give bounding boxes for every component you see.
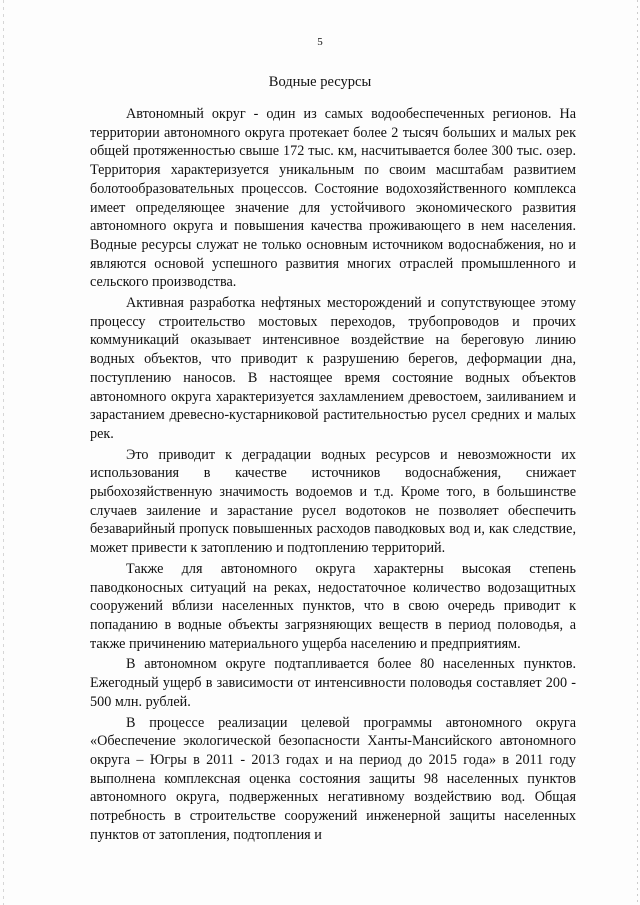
page-number: 5 <box>317 36 323 48</box>
section-heading: Водные ресурсы <box>268 74 372 90</box>
paragraph-6: В процессе реализации целевой программы автономного округа «Обеспечение экологической безопасности Ханты-Мансийского автономного округа – Югры в 2011 - 2013 годах и на период до 2015 года» в 2011 году выполнена комплексная оценка состояния защиты 98 населенных пунктов автономного округа, подверженных негативному воздействию вод. Общая потребность в строительстве сооружений инженерной защиты населенных пунктов от затопления, подтопления и <box>90 714 576 843</box>
paragraph-1: Автономный округ - один из самых водообеспеченных регионов. На территории автономного округа протекает более 2 тысяч больших и малых рек общей протяженностью свыше 172 тыс. км, насчитывается более 300 тыс. озер. Территория характеризуется уникальным по своим масштабам развитием болотообразовательных процессов. Состояние водохозяйственного комплекса имеет определяющее значение для устойчивого экономического развития автономного округа и повышения качества проживающего в нем населения. Водные ресурсы служат не только основным источником водоснабжения, но и являются основой успешного развития многих отраслей промышленного и сельского производства. <box>90 106 576 291</box>
paragraph-2: Активная разработка нефтяных месторождений и сопутствующее этому процессу строительство мостовых переходов, трубопроводов и прочих коммуникаций оказывает интенсивное воздействие на береговую линию водных объектов, что приводит к разрушению берегов, деформации дна, поступлению наносов. В настоящее время состояние водных объектов автономного округа характеризуется захламлением древостоем, заиливанием и зарастанием древесно-кустарниковой растительностью русел средних и малых рек. <box>90 295 576 442</box>
scan-edge-left <box>3 0 4 905</box>
paragraph-4: Также для автономного округа характерны высокая степень паводконосных ситуаций на реках, недостаточное количество водозащитных сооружений вблизи населенных пунктов, что в свою очередь приводит к попаданию в водные объекты загрязняющих веществ в период половодья, а также причинению материального ущерба населению и предприятиям. <box>90 560 576 652</box>
scan-edge-right <box>637 0 638 905</box>
paragraph-3: Это приводит к деградации водных ресурсов и невозможности их использования в качестве источников водоснабжения, снижает рыбохозяйственную значимость водоемов и т.д. Кроме того, в большинстве случаев заиление и зарастание русел водотоков не позволяет обеспечить безаварийный пропуск повышенных расходов паводковых вод и, как следствие, может привести к затоплению и подтоплению территорий. <box>90 446 576 557</box>
paragraph-5: В автономном округе подтапливается более 80 населенных пунктов. Ежегодный ущерб в зависимости от интенсивности половодья составляет 200 - 500 млн. рублей. <box>90 656 576 710</box>
body-text <box>90 105 576 844</box>
